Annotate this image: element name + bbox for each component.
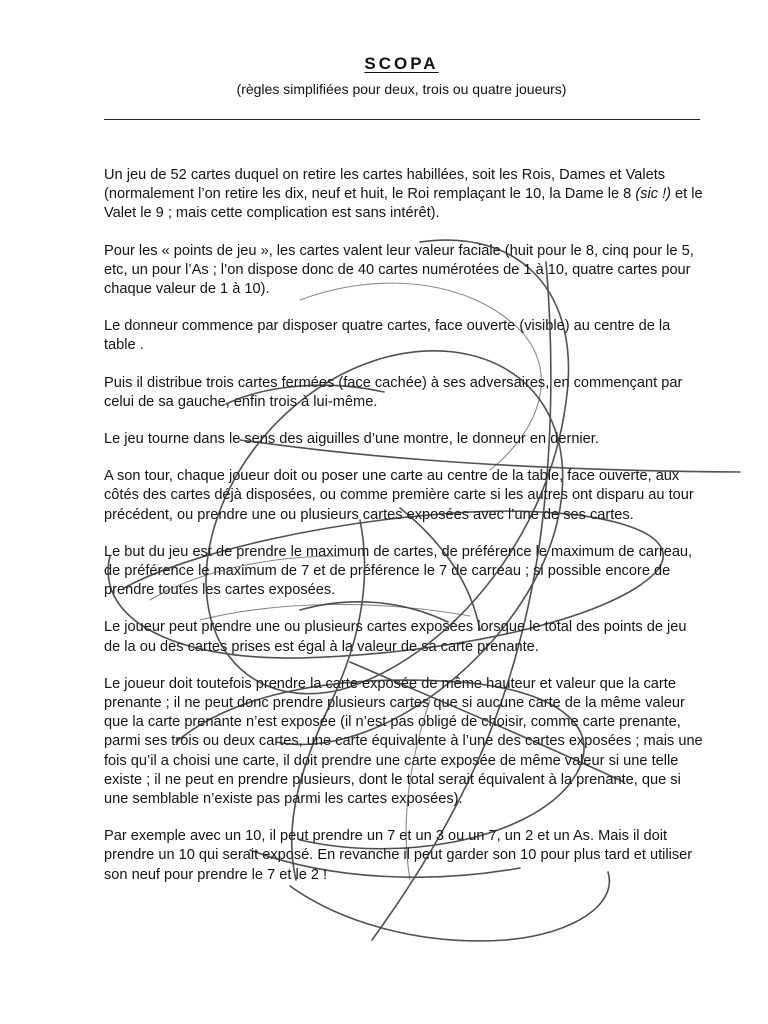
- sic-emphasis: (sic !): [635, 186, 671, 203]
- paragraph-goal: Le but du jeu est de prendre le maximum de cartes, de préférence le maximum de carreau, de préférence le maximum de 7 et de préférence le 7 de carreau ; si possible encore de prendre toutes les cartes exposées.: [104, 543, 693, 599]
- document-title: SCOPA: [364, 54, 439, 73]
- paragraph-player-turn: A son tour, chaque joueur doit ou poser une carte au centre de la table, face ouverte, aux côtés des cartes déjà disposées, ou comme première carte si les autres ont disparu au tour précédent, ou prendre une ou plusieurs cartes exposées avec l’une de ses cartes.: [104, 468, 694, 523]
- paragraph-card-values: Pour les « points de jeu », les cartes valent leur valeur faciale (huit pour le 8, cinq pour le 5, etc, un pour l’As ; l’on dispose donc de 40 cartes numérotées de 1 à 10, quatre cartes pour chaque valeur de 1 à 10).: [104, 242, 694, 298]
- paragraph-capture-priority: Le joueur doit toutefois prendre la carte exposée de même hauteur et valeur que la carte prenante ; il ne peut donc prendre plusieurs cartes que si aucune carte de la même valeur que la carte prenante n’est exposée (il n’est pas obligé de choisir, comme carte prenante, parmi ses trois ou deux cartes, une carte équivalente à l’une des cartes exposées ; mais une fois qu’il a choisi une carte, il doit prendre une carte exposée de même valeur si une telle existe ; il ne peut en prendre plusieurs, dont le total serait équivalent à la prenante, que si une semblable n’existe pas parmi les cartes exposées).: [104, 675, 703, 808]
- document-subtitle: (règles simplifiées pour deux, trois ou quatre joueurs): [236, 81, 567, 97]
- document-body: [104, 166, 704, 903]
- paragraph-example: Par exemple avec un 10, il peut prendre un 7 et un 3 ou un 7, un 2 et un As. Mais il doit prendre un 10 qui serait exposé. En revanche il peut garder son 10 pour plus tard et utiliser son neuf pour prendre le 7 et le 2 !: [104, 828, 693, 883]
- title-divider: [104, 119, 700, 120]
- paragraph-card-deck: Un jeu de 52 cartes duquel on retire les cartes habillées, soit les Rois, Dames et Valets (normalement l’on retire les dix, neuf et huit, le Roi remplaçant le 10, la Dame le 8 (sic !) et le Valet le 9 ; mais cette complication est sans intérêt).: [104, 167, 703, 222]
- paragraph-capture-rule: Le joueur peut prendre une ou plusieurs cartes exposées lorsque le total des points de jeu de la ou des cartes prises est égal à la valeur de sa carte prenante.: [104, 619, 687, 655]
- paragraph-turn-order: Le jeu tourne dans le sens des aiguilles d’une montre, le donneur en dernier.: [104, 431, 599, 448]
- paragraph-dealer-start: Le donneur commence par disposer quatre cartes, face ouverte (visible) au centre de la table .: [104, 318, 671, 354]
- paragraph-distribution: Puis il distribue trois cartes fermées (face cachée) à ses adversaires, en commençant par celui de sa gauche, enfin trois à lui-même.: [104, 374, 683, 410]
